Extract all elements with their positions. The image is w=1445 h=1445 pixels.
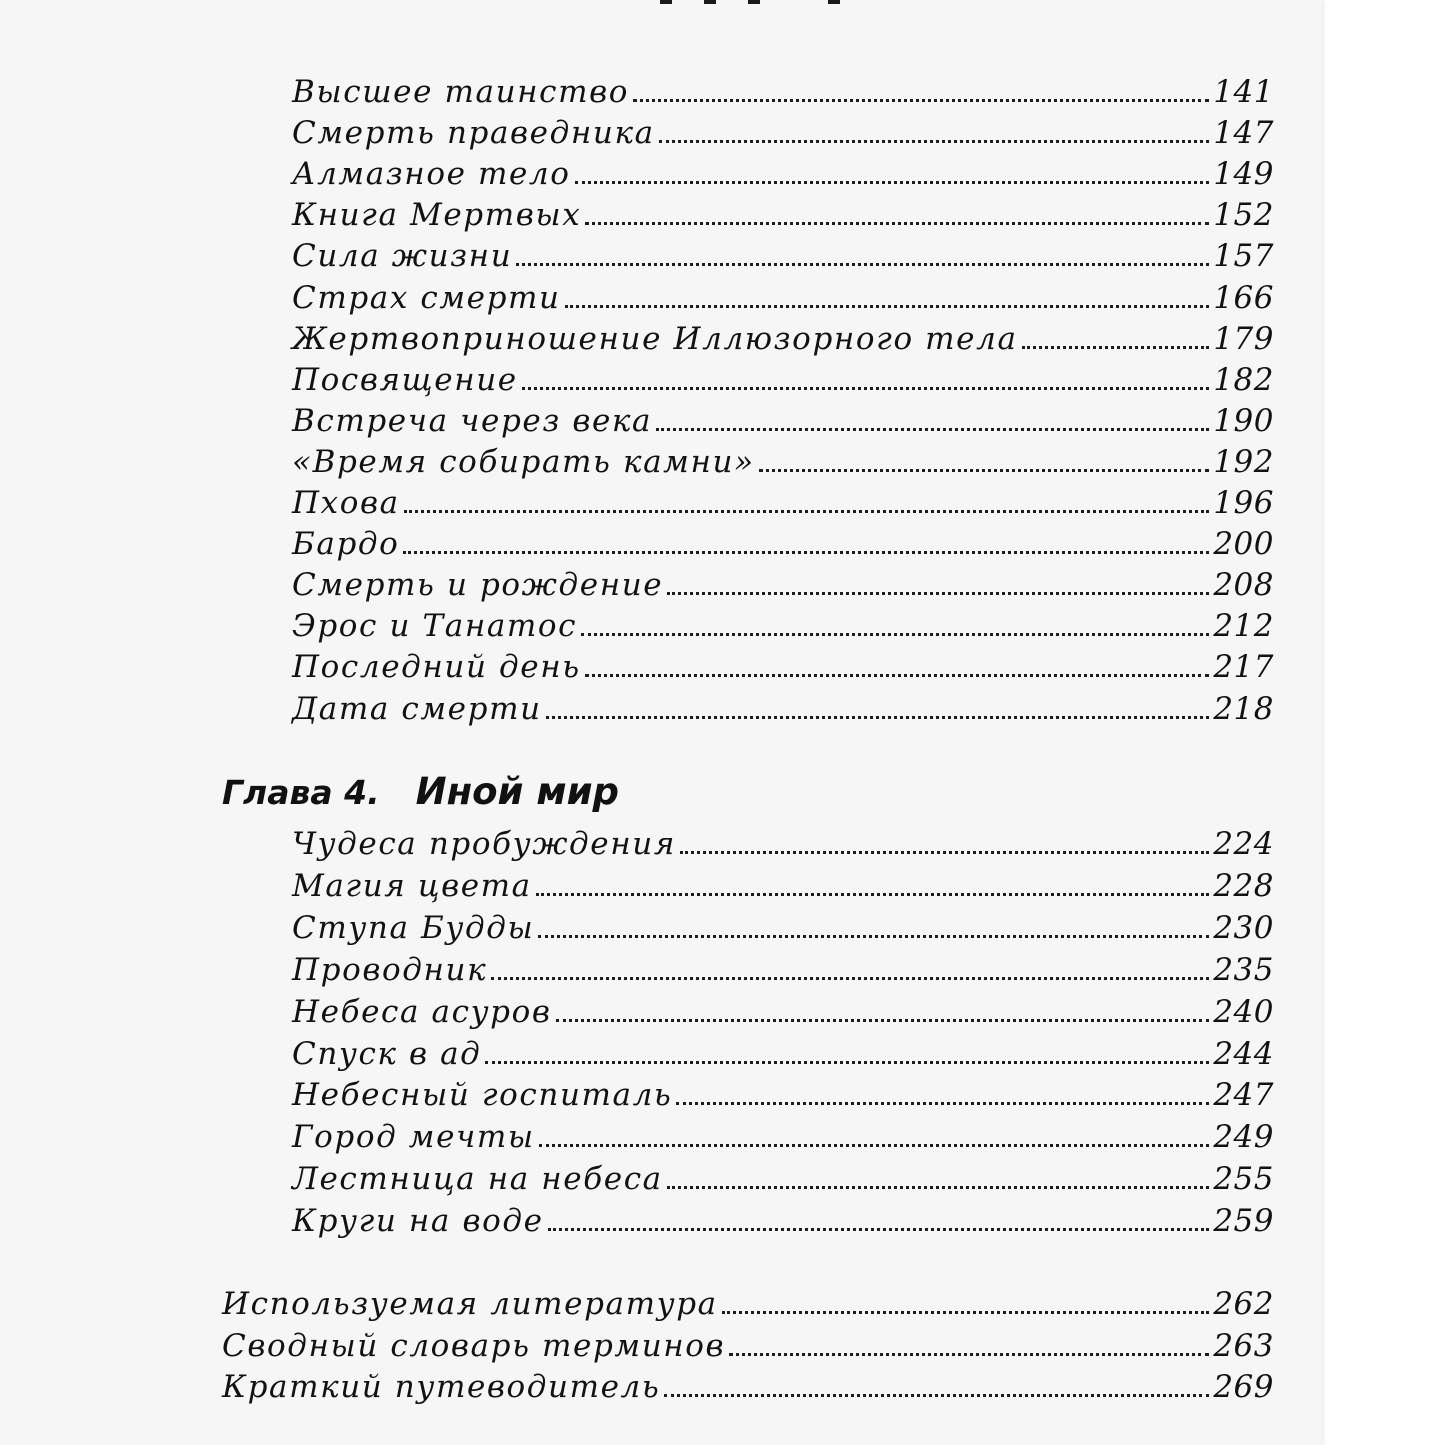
toc-entry-page-number: 208 <box>1213 567 1274 604</box>
toc-entry-title: Пхова <box>292 485 400 521</box>
dot-leader <box>485 1061 1209 1064</box>
page-top-ornament <box>640 0 850 4</box>
toc-entry-page-number: 217 <box>1213 649 1274 686</box>
toc-entry[interactable] <box>292 864 1274 904</box>
toc-entry-title: Встреча через века <box>292 402 653 439</box>
toc-entry-page-number: 228 <box>1213 867 1274 904</box>
toc-entry[interactable] <box>292 358 1274 398</box>
toc-entry-title: Спуск в ад <box>292 1035 482 1072</box>
toc-entry[interactable] <box>292 1115 1274 1155</box>
toc-entry-title: Алмазное тело <box>292 156 571 193</box>
toc-entry[interactable] <box>292 70 1274 110</box>
toc-entry[interactable] <box>292 234 1274 274</box>
toc-entry-title: Используемая литература <box>222 1286 718 1322</box>
toc-entry-title: Бардо <box>292 526 400 563</box>
dot-leader <box>403 551 1209 554</box>
dot-leader <box>491 977 1209 980</box>
toc-entry-title: Небеса асуров <box>292 993 552 1030</box>
toc-entry[interactable] <box>292 440 1274 480</box>
toc-entry-title: Книга Мертвых <box>292 197 582 234</box>
toc-entry-page-number: 192 <box>1213 443 1274 480</box>
dot-leader <box>556 1019 1210 1022</box>
toc-entry[interactable] <box>292 645 1274 685</box>
dot-leader <box>548 1228 1210 1231</box>
toc-entry-page-number: 230 <box>1213 909 1274 946</box>
toc-entry-title: Чудеса пробуждения <box>292 826 676 862</box>
toc-entry-page-number: 263 <box>1213 1327 1274 1364</box>
dot-leader <box>722 1311 1210 1314</box>
dot-leader <box>404 510 1210 513</box>
toc-entry-title: Магия цвета <box>292 867 532 904</box>
toc-entry-page-number: 269 <box>1213 1369 1274 1405</box>
toc-entry-page-number: 147 <box>1213 115 1274 152</box>
toc-entry-title: Смерть праведника <box>292 115 655 152</box>
toc-entry[interactable] <box>222 1282 1274 1322</box>
toc-entry-page-number: 249 <box>1213 1119 1274 1156</box>
toc-entry-title: Небесный госпиталь <box>292 1077 673 1114</box>
toc-entry[interactable] <box>292 1157 1274 1197</box>
chapter-name: Иной мир <box>415 770 620 813</box>
toc-entry-title: Краткий путеводитель <box>222 1369 661 1405</box>
toc-entry-page-number: 182 <box>1213 361 1274 398</box>
toc-entry[interactable] <box>292 193 1274 233</box>
toc-entry[interactable] <box>292 399 1274 439</box>
toc-entry-title: Посвящение <box>292 361 518 398</box>
toc-entry-title: Город мечты <box>292 1119 535 1156</box>
toc-entry-title: Ступа Будды <box>292 909 535 946</box>
dot-leader <box>538 935 1209 938</box>
toc-entry[interactable] <box>292 687 1274 727</box>
toc-entry-page-number: 190 <box>1213 402 1274 439</box>
toc-entry-page-number: 166 <box>1213 279 1274 316</box>
toc-entry-page-number: 262 <box>1213 1286 1274 1322</box>
dot-leader <box>585 674 1210 677</box>
dot-leader <box>575 181 1210 184</box>
toc-entry[interactable] <box>222 1324 1274 1364</box>
toc-entry[interactable] <box>292 906 1274 946</box>
toc-entry-page-number: 235 <box>1213 951 1274 988</box>
toc-entry-title: Смерть и рождение <box>292 567 664 604</box>
dot-leader <box>522 387 1210 390</box>
toc-entry[interactable] <box>292 604 1274 644</box>
chapter-heading <box>222 770 619 816</box>
dot-leader <box>539 1144 1210 1147</box>
toc-entry-page-number: 247 <box>1213 1077 1274 1114</box>
toc-entry-page-number: 196 <box>1213 485 1274 521</box>
dot-leader <box>536 893 1210 896</box>
toc-entry[interactable] <box>292 111 1274 151</box>
dot-leader <box>1022 346 1210 349</box>
dot-leader <box>676 1102 1209 1105</box>
toc-entry-title: Круги на воде <box>292 1203 544 1240</box>
toc-entry-page-number: 212 <box>1213 608 1274 645</box>
toc-entry[interactable] <box>292 317 1274 357</box>
dot-leader <box>759 469 1210 472</box>
toc-entry-page-number: 224 <box>1213 826 1274 862</box>
toc-entry[interactable] <box>292 152 1274 192</box>
toc-entry-page-number: 200 <box>1213 526 1274 563</box>
dot-leader <box>565 305 1210 308</box>
toc-entry[interactable] <box>292 1199 1274 1239</box>
dot-leader <box>585 222 1209 225</box>
toc-entry-title: Сила жизни <box>292 238 513 275</box>
toc-entry-page-number: 255 <box>1213 1161 1274 1198</box>
toc-entry[interactable] <box>292 822 1274 862</box>
toc-entry[interactable] <box>292 990 1274 1030</box>
dot-leader <box>667 1186 1210 1189</box>
dot-leader <box>729 1353 1209 1356</box>
toc-entry[interactable] <box>292 522 1274 562</box>
toc-entry-page-number: 259 <box>1213 1203 1274 1240</box>
toc-entry-page-number: 179 <box>1213 320 1274 357</box>
toc-entry[interactable] <box>292 1032 1274 1072</box>
toc-entry-page-number: 157 <box>1213 238 1274 275</box>
toc-entry-title: Лестница на небеса <box>292 1161 663 1198</box>
chapter-label: Глава 4. <box>222 773 380 812</box>
toc-entry[interactable] <box>292 1073 1274 1113</box>
toc-entry-title: Дата смерти <box>292 690 542 727</box>
toc-entry-title: Проводник <box>292 951 488 988</box>
toc-entry[interactable] <box>222 1365 1274 1405</box>
dot-leader <box>633 99 1209 102</box>
toc-entry-title: Жертвоприношение Иллюзорного тела <box>292 320 1018 357</box>
toc-entry[interactable] <box>292 276 1274 316</box>
toc-entry-page-number: 149 <box>1213 156 1274 193</box>
toc-entry-page-number: 152 <box>1213 197 1274 234</box>
dot-leader <box>546 716 1210 719</box>
toc-entry[interactable] <box>292 481 1274 521</box>
toc-entry-title: Сводный словарь терминов <box>222 1327 726 1364</box>
toc-entry-title: Последний день <box>292 649 581 686</box>
toc-entry[interactable] <box>292 948 1274 988</box>
dot-leader <box>667 592 1209 595</box>
toc-entry-page-number: 141 <box>1213 74 1274 110</box>
dot-leader <box>664 1394 1209 1397</box>
dot-leader <box>659 140 1210 143</box>
dot-leader <box>680 851 1209 854</box>
toc-entry-title: Страх смерти <box>292 279 561 316</box>
toc-entry-page-number: 244 <box>1213 1035 1274 1072</box>
toc-entry[interactable] <box>292 563 1274 603</box>
toc-entry-page-number: 218 <box>1213 690 1274 727</box>
toc-entry-page-number: 240 <box>1213 993 1274 1030</box>
dot-leader <box>516 263 1209 266</box>
toc-entry-title: Эрос и Танатос <box>292 608 578 645</box>
toc-entry-title: «Время собирать камни» <box>292 443 755 480</box>
dot-leader <box>656 428 1209 431</box>
toc-entry-title: Высшее таинство <box>292 74 630 110</box>
dot-leader <box>581 633 1209 636</box>
